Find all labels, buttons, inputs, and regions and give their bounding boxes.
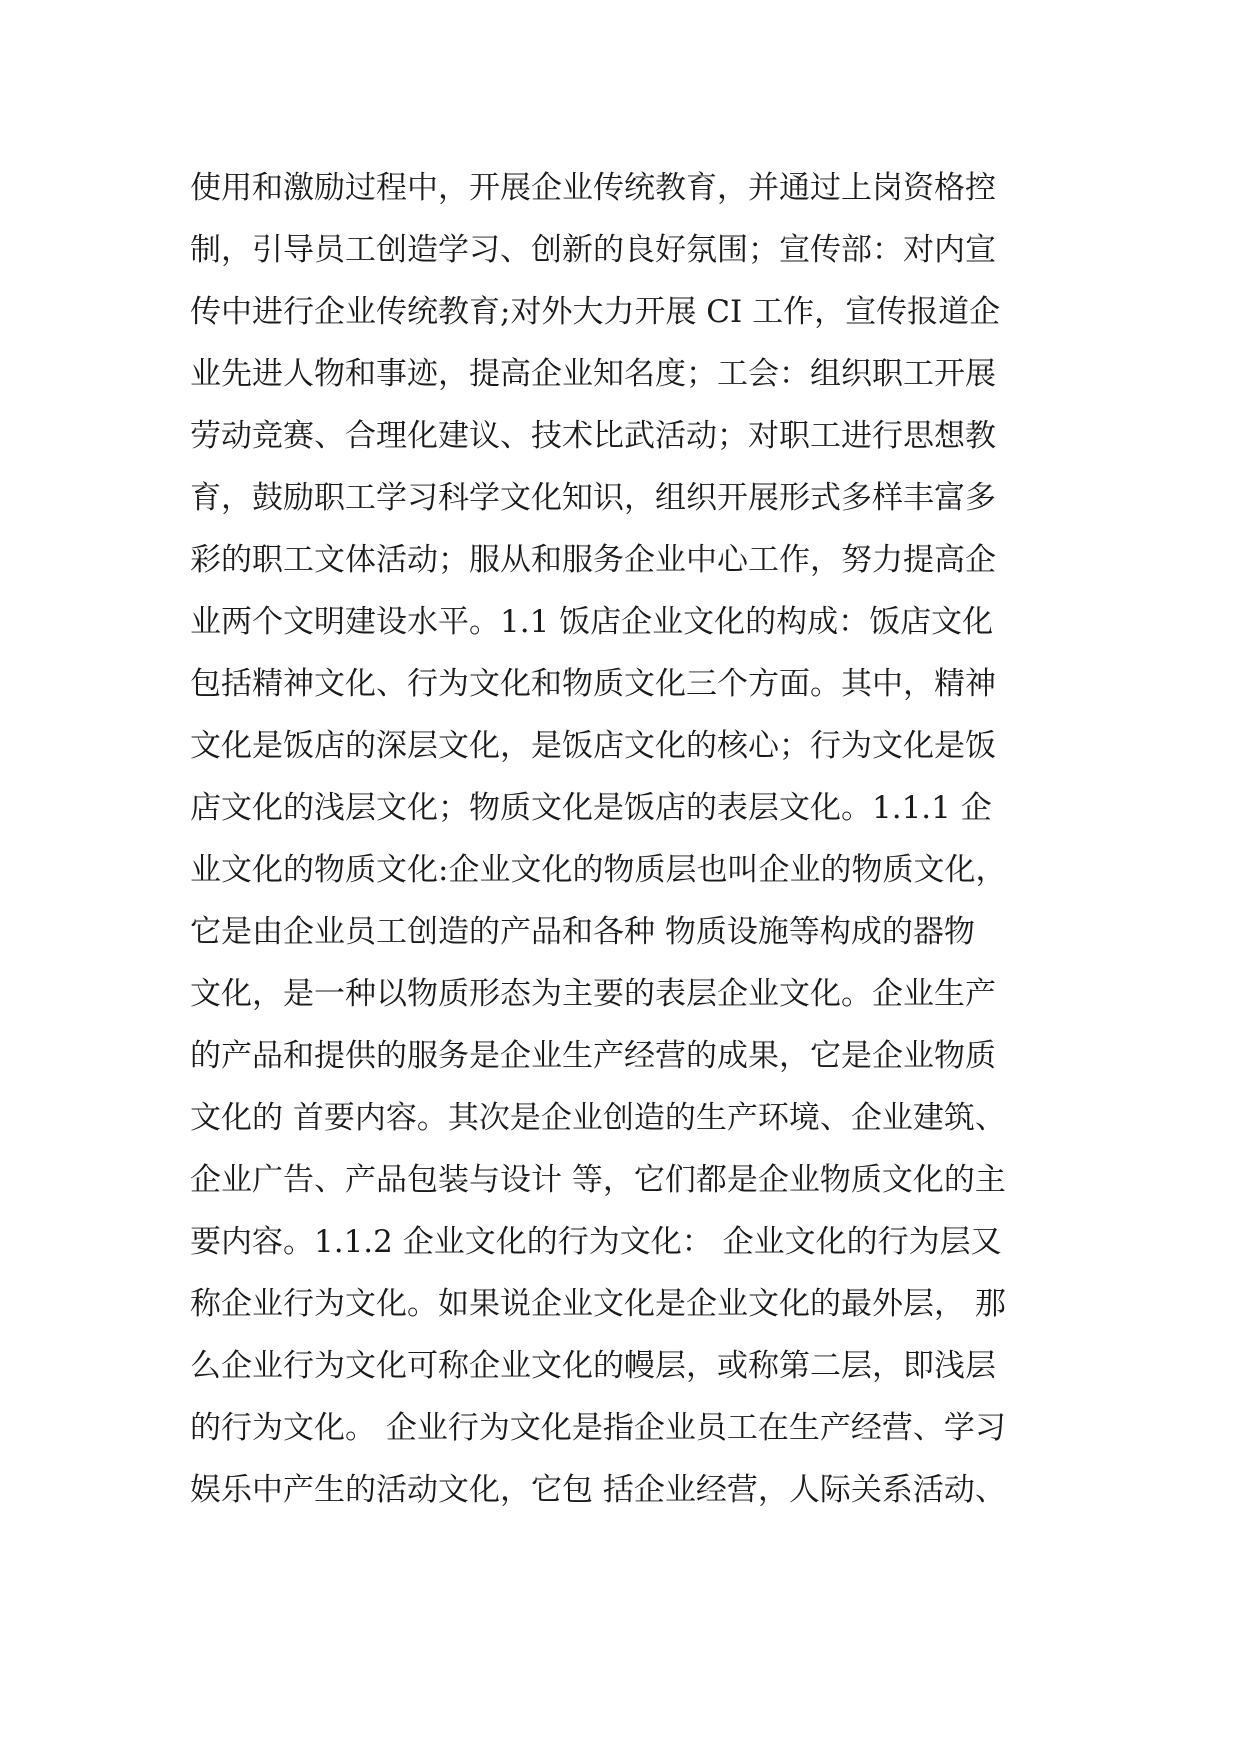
text-line: 劳动竞赛、合理化建议、技术比武活动；对职工进行思想教 bbox=[190, 418, 996, 454]
text-line: 传中进行企业传统教育;对外大力开展 CI 工作，宣传报道企 bbox=[190, 294, 1001, 330]
text-line: 娱乐中产生的活动文化，它包 括企业经营，人际关系活动、 bbox=[190, 1472, 1006, 1508]
text-line: 的行为文化。 企业行为文化是指企业员工在生产经营、学习 bbox=[190, 1410, 1006, 1446]
text-line: 业文化的物质文化:企业文化的物质层也叫企业的物质文化， bbox=[190, 852, 1007, 888]
text-line: 彩的职工文体活动；服从和服务企业中心工作，努力提高企 bbox=[190, 542, 996, 578]
body-text bbox=[190, 157, 1060, 1521]
text-line: 要内容。1.1.2 企业文化的行为文化： 企业文化的行为层又 bbox=[190, 1224, 1002, 1260]
text-line: 育，鼓励职工学习科学文化知识，组织开展形式多样丰富多 bbox=[190, 480, 996, 516]
text-line: 包括精神文化、行为文化和物质文化三个方面。其中，精神 bbox=[190, 666, 996, 702]
text-line: 业两个文明建设水平。1.1 饭店企业文化的构成：饭店文化 bbox=[190, 604, 994, 640]
text-line: 制，引导员工创造学习、创新的良好氛围；宣传部：对内宣 bbox=[190, 232, 996, 268]
text-line: 的产品和提供的服务是企业生产经营的成果，它是企业物质 bbox=[190, 1038, 996, 1074]
text-line: 文化是饭店的深层文化，是饭店文化的核心；行为文化是饭 bbox=[190, 728, 996, 764]
text-line: 店文化的浅层文化；物质文化是饭店的表层文化。1.1.1 企 bbox=[190, 790, 992, 826]
text-line: 业先进人物和事迹，提高企业知名度；工会：组织职工开展 bbox=[190, 356, 996, 392]
text-line: 它是由企业员工创造的产品和各种 物质设施等构成的器物 bbox=[190, 914, 975, 950]
text-line: 使用和激励过程中，开展企业传统教育，并通过上岗资格控 bbox=[190, 170, 996, 206]
text-line: 企业广告、产品包装与设计 等，它们都是企业物质文化的主 bbox=[190, 1162, 1006, 1198]
text-line: 么企业行为文化可称企业文化的幔层，或称第二层，即浅层 bbox=[190, 1348, 996, 1384]
text-line: 称企业行为文化。如果说企业文化是企业文化的最外层， 那 bbox=[190, 1286, 1006, 1322]
text-line: 文化的 首要内容。其次是企业创造的生产环境、企业建筑、 bbox=[190, 1100, 1006, 1136]
text-line: 文化，是一种以物质形态为主要的表层企业文化。企业生产 bbox=[190, 976, 996, 1012]
